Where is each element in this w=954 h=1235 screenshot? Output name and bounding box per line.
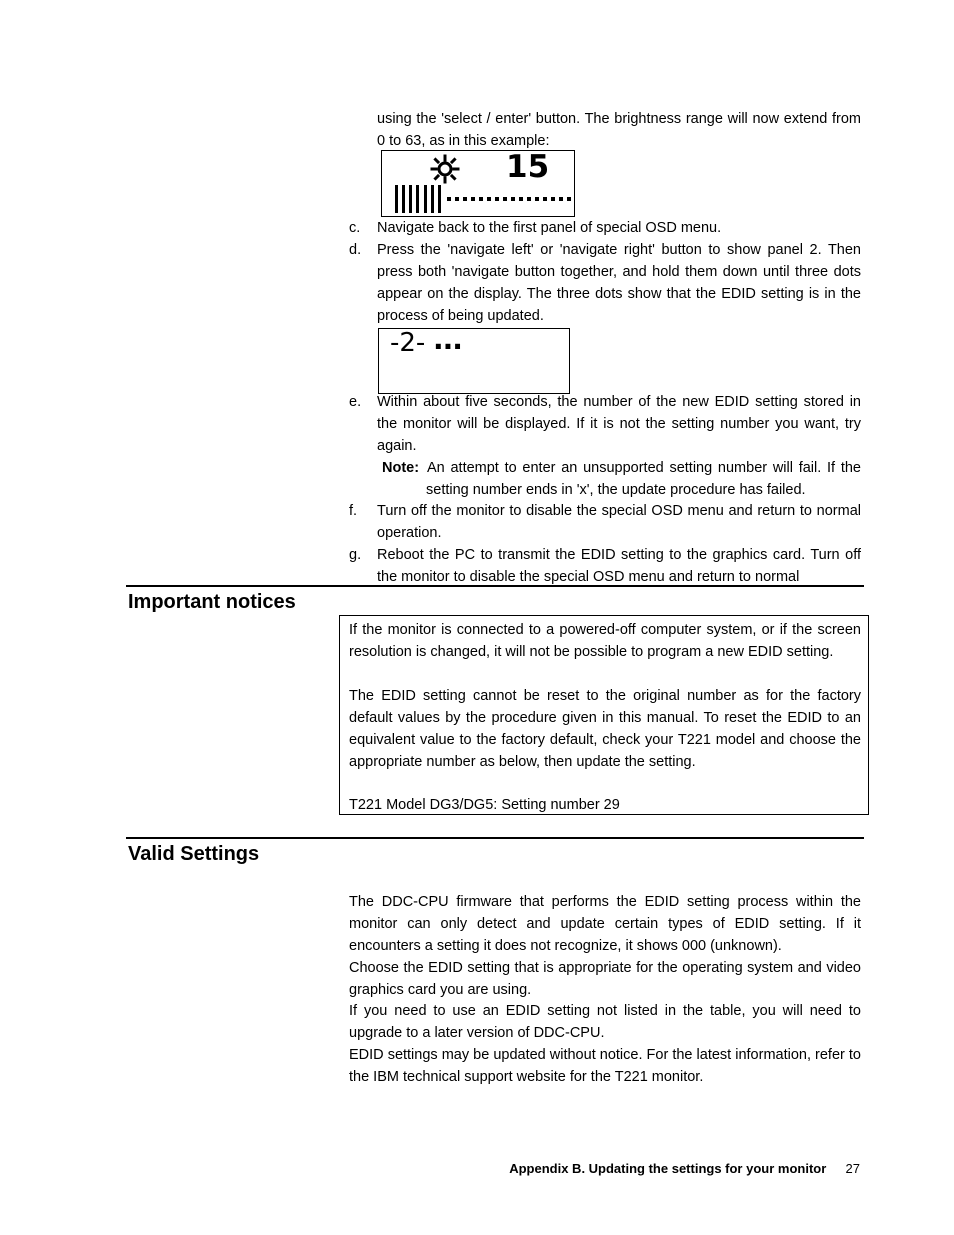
- brightness-empty-dot: [447, 197, 451, 201]
- brightness-empty-dot: [471, 197, 475, 201]
- valid-paragraph-2: Choose the EDID setting that is appropriate for the operating system and video graphics card you are using.: [349, 960, 861, 998]
- section-rule: [126, 837, 864, 839]
- brightness-bar-segment: [402, 185, 405, 213]
- brightness-empty-dot: [495, 197, 499, 201]
- note-label: Note:: [382, 460, 420, 476]
- brightness-empty-dot: [463, 197, 467, 201]
- valid-settings-heading: Valid Settings: [128, 843, 260, 865]
- step-g-text: Reboot the PC to transmit the EDID setting to the graphics card. Turn off the monitor to disable the special OSD menu and return to normal: [377, 547, 861, 585]
- brightness-bar-segment: [395, 185, 398, 213]
- step-c-marker: c.: [349, 220, 361, 236]
- note-body: An attempt to enter an unsupported setting number will fail. If the setting number ends in 'x', the update procedure has failed.: [426, 460, 861, 498]
- step-f-text: Turn off the monitor to disable the special OSD menu and return to normal operation.: [377, 503, 861, 541]
- panel-number: -2-: [390, 328, 426, 358]
- notice-paragraph-1: If the monitor is connected to a powered-off computer system, or if the screen resolution is changed, it will not be possible to program a new EDID setting.: [349, 622, 861, 660]
- brightness-empty-dot: [543, 197, 547, 201]
- brightness-empty-dot: [551, 197, 555, 201]
- brightness-value: 15: [506, 149, 550, 185]
- notice-paragraph-2: The EDID setting cannot be reset to the original number as for the factory default values by the procedure given in this manual. To reset the EDID to an equivalent value to the factory default, check your T221 model and choose the appropriate number as below, then update the setting.: [349, 688, 861, 770]
- note-text: [426, 457, 861, 501]
- osd-brightness-display: [381, 150, 575, 217]
- step-d-text: Press the 'navigate left' or 'navigate right' button to show panel 2. Then press both 'navigate button together, and hold them down until three dots appear on the display. The three dots show that the EDID setting is in the process of being updated.: [377, 242, 861, 324]
- valid-paragraph-3: If you need to use an EDID setting not listed in the table, you will need to upgrade to a later version of DDC-CPU.: [349, 1003, 861, 1041]
- brightness-bar-segment: [424, 185, 427, 213]
- brightness-empty-dot: [455, 197, 459, 201]
- brightness-empty-dot: [487, 197, 491, 201]
- footer-title: Appendix B. Updating the settings for your monitor: [509, 1161, 827, 1176]
- step-d-marker: d.: [349, 242, 362, 258]
- brightness-empty-dot: [559, 197, 563, 201]
- step-e-text: Within about five seconds, the number of the new EDID setting stored in the monitor will be displayed. If it is not the setting number you want, try again.: [377, 394, 861, 454]
- page-footer: [509, 1161, 860, 1176]
- step-g-marker: g.: [349, 547, 362, 563]
- brightness-empty-dot: [527, 197, 531, 201]
- brightness-bar-segment: [409, 185, 412, 213]
- brightness-bar-segment: [431, 185, 434, 213]
- important-notices-heading: Important notices: [128, 591, 296, 613]
- valid-paragraph-4: EDID settings may be updated without notice. For the latest information, refer to the IBM technical support website for the T221 monitor.: [349, 1047, 861, 1085]
- brightness-empty-dot: [519, 197, 523, 201]
- progress-dots: ...: [433, 323, 462, 356]
- brightness-empty-dot: [503, 197, 507, 201]
- page-number: 27: [845, 1161, 860, 1176]
- step-f-marker: f.: [349, 503, 358, 519]
- step-c-text: Navigate back to the first panel of special OSD menu.: [377, 220, 722, 236]
- brightness-bar-segment: [416, 185, 419, 213]
- intro-paragraph: using the 'select / enter' button. The brightness range will now extend from 0 to 63, as in this example:: [377, 111, 861, 149]
- notice-paragraph-3: T221 Model DG3/DG5: Setting number 29: [349, 797, 620, 813]
- step-e-marker: e.: [349, 394, 362, 410]
- valid-paragraph-1: The DDC-CPU firmware that performs the EDID setting process within the monitor can only detect and update certain types of EDID setting. If it encounters a setting it does not recognize, it shows 000 (unknown).: [349, 894, 861, 954]
- brightness-bar-segment: [438, 185, 441, 213]
- brightness-empty-dot: [511, 197, 515, 201]
- brightness-empty-dot: [567, 197, 571, 201]
- brightness-empty-dot: [479, 197, 483, 201]
- osd-panel2-display: [378, 323, 570, 394]
- brightness-level-bar: [382, 151, 574, 216]
- section-rule: [126, 585, 864, 587]
- brightness-empty-dot: [535, 197, 539, 201]
